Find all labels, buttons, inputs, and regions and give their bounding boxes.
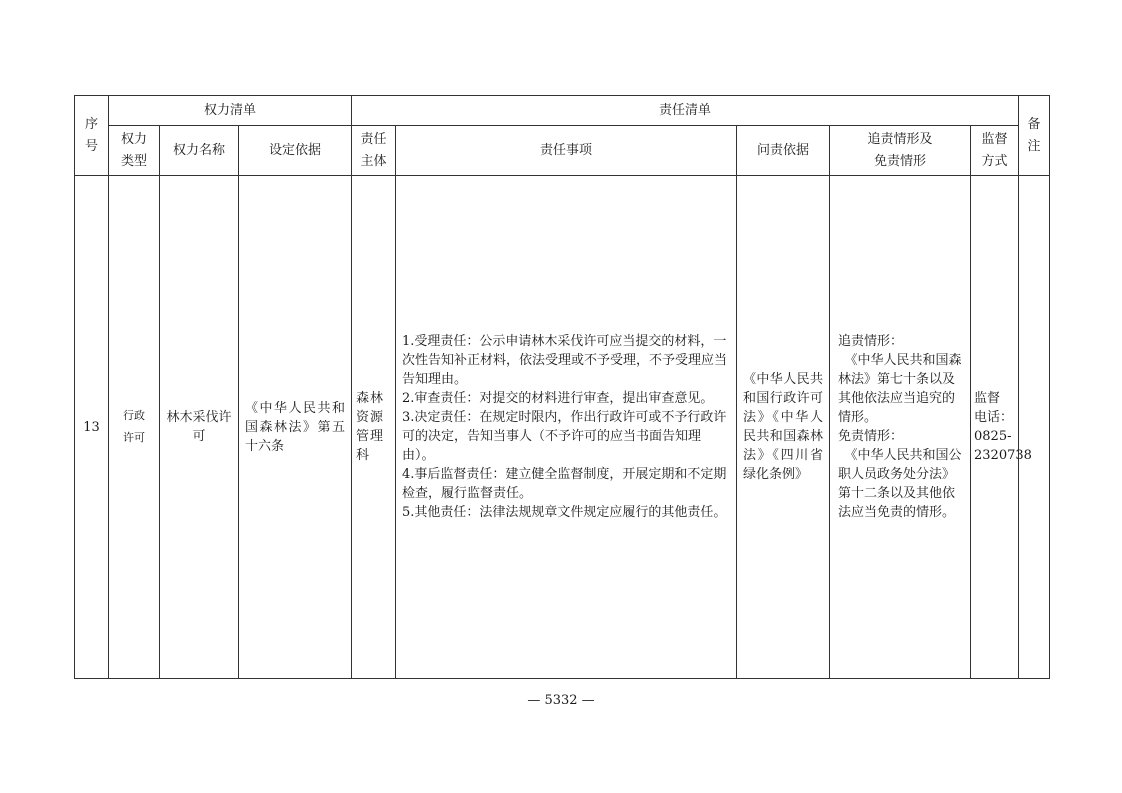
supervision-line: 电话： xyxy=(974,410,1014,425)
page-number: — 5332 — xyxy=(527,693,595,708)
row-duties xyxy=(396,176,737,679)
header-subject-label: 责任主体 xyxy=(360,131,387,169)
row-power-name: 林木采伐许可 xyxy=(160,176,239,679)
header-remarks-label: 备注 xyxy=(1027,116,1041,154)
header-responsibility-list: 责任清单 xyxy=(352,96,1019,126)
case-item: 追责情形： xyxy=(838,334,904,349)
row-supervision xyxy=(971,176,1032,679)
duty-item: 1.受理责任：公示申请林木采伐许可应当提交的材料，一次性告知补正材料，依法受理或不予受理，不予受理应当告知理由。 xyxy=(402,334,728,387)
case-item: 免责情形： xyxy=(838,429,904,444)
row-power-type xyxy=(109,176,160,679)
supervision-line: 监督 xyxy=(974,391,1001,406)
supervision-line: 2320738 xyxy=(974,448,1032,463)
power-responsibility-table xyxy=(74,95,1050,679)
duty-item: 5.其他责任：法律法规规章文件规定应履行的其他责任。 xyxy=(402,505,727,520)
header-duties: 责任事项 xyxy=(396,126,737,176)
duty-item: 4.事后监督责任：建立健全监督制度，开展定期和不定期检查，履行监督责任。 xyxy=(402,467,727,501)
supervision-line: 0825- xyxy=(974,429,1012,444)
header-subject xyxy=(352,126,396,176)
case-item: 《中华人民共和国森林法》第七十条以及其他依法应当追究的情形。 xyxy=(838,353,962,425)
row-accountability-cases xyxy=(830,176,971,679)
table-row xyxy=(75,176,1050,679)
row-power-type-label: 行政许可 xyxy=(123,409,145,444)
header-accountability-cases-label: 追责情形及免责情形 xyxy=(867,131,933,169)
header-accountability-basis: 问责依据 xyxy=(737,126,830,176)
row-seq: 13 xyxy=(75,176,109,679)
row-subject: 森林资源管理科 xyxy=(352,176,396,679)
header-power-type xyxy=(109,126,160,176)
case-item: 《中华人民共和国公职人员政务处分法》第十二条以及其他依法应当免责的情形。 xyxy=(838,448,962,520)
row-remarks xyxy=(1019,176,1050,679)
duty-item: 3.决定责任：在规定时限内，作出行政许可或不予行政许可的决定，告知当事人（不予许可的应当书面告知理由）。 xyxy=(402,410,727,463)
header-power-name: 权力名称 xyxy=(160,126,239,176)
header-seq-label: 序号 xyxy=(85,116,99,154)
header-supervision-label: 监督方式 xyxy=(981,131,1008,169)
header-power-list: 权力清单 xyxy=(109,96,352,126)
duty-item: 2.审查责任：对提交的材料进行审查，提出审查意见。 xyxy=(402,391,714,406)
row-accountability-basis: 《中华人民共和国行政许可法》《中华人民共和国森林法》《四川省绿化条例》 xyxy=(737,176,830,679)
row-basis: 《中华人民共和国森林法》第五十六条 xyxy=(239,176,352,679)
header-basis: 设定依据 xyxy=(239,126,352,176)
header-power-type-label: 权力类型 xyxy=(121,131,148,169)
header-supervision xyxy=(971,126,1019,176)
header-accountability-cases xyxy=(830,126,971,176)
header-seq xyxy=(75,96,109,176)
header-remarks xyxy=(1019,96,1050,176)
